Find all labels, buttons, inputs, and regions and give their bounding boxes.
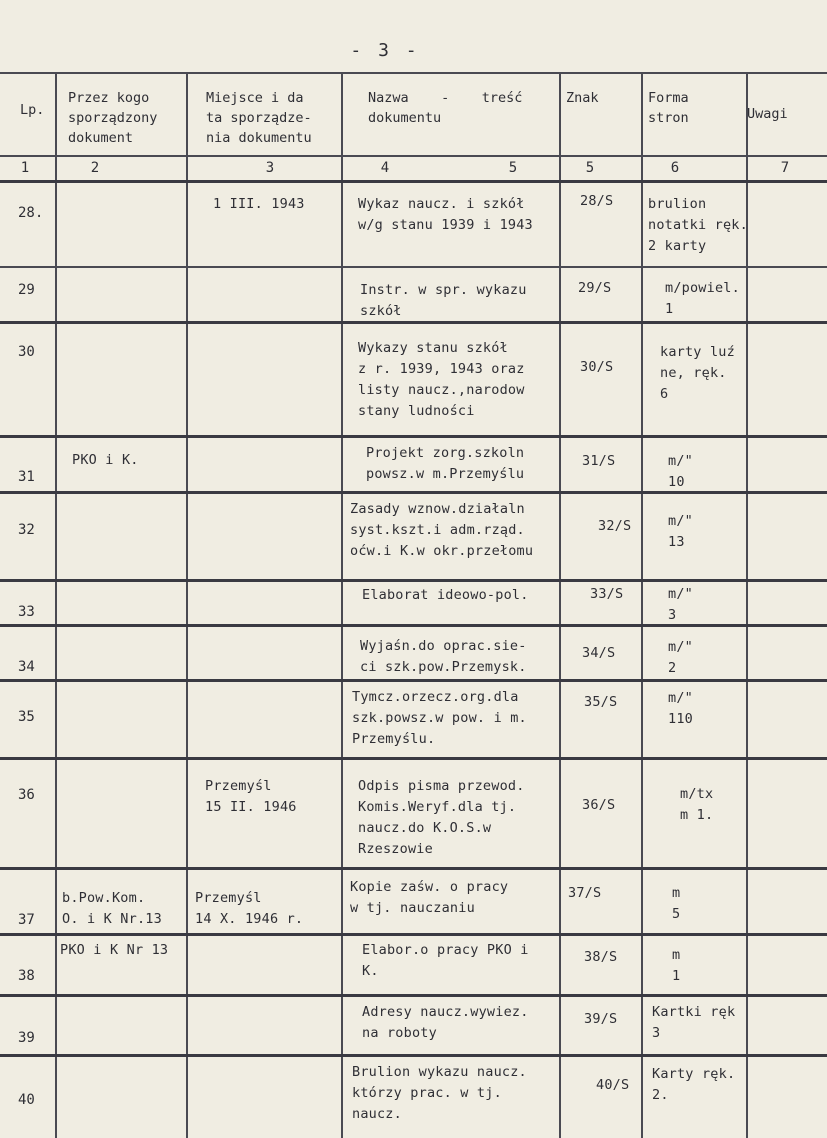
row-rule: [0, 757, 827, 760]
row-title: Projekt zorg.szkoln powsz.w m.Przemyślu: [366, 445, 525, 482]
column-number: 5: [585, 160, 595, 176]
header-notes: Uwagi: [747, 106, 788, 122]
column-number: 4: [380, 160, 390, 176]
row-lp: 37: [18, 912, 35, 928]
row-sign: 33/S: [590, 586, 624, 602]
row-title: Instr. w spr. wykazu szkół: [360, 282, 527, 319]
row-rule: [0, 266, 827, 268]
column-number: 2: [90, 160, 100, 176]
row-sign: 39/S: [584, 1011, 618, 1027]
row-lp: 35: [18, 709, 35, 725]
row-lp: 34: [18, 659, 35, 675]
row-form: m/" 2: [668, 639, 693, 676]
row-sign: 40/S: [596, 1077, 630, 1093]
row-form: m 5: [672, 885, 681, 922]
row-rule: [0, 624, 827, 627]
row-lp: 33: [18, 604, 35, 620]
header-sign: Znak: [566, 90, 599, 106]
row-form: m 1: [672, 947, 681, 984]
row-sign: 34/S: [582, 645, 616, 661]
column-rule: [559, 72, 561, 1138]
row-title: Wykaz naucz. i szkół w/g stanu 1939 i 1943: [358, 196, 533, 233]
column-number: 1: [20, 160, 30, 176]
row-rule: [0, 933, 827, 936]
row-form: m/" 3: [668, 586, 693, 623]
row-rule: [0, 180, 827, 183]
row-form: Kartki ręk 3: [652, 1004, 736, 1041]
page-number: - 3 -: [350, 40, 420, 61]
row-lp: 32: [18, 522, 35, 538]
row-rule: [0, 867, 827, 870]
header-lp: Lp.: [20, 102, 45, 118]
row-place-date: Przemyśl 15 II. 1946: [205, 778, 297, 815]
row-sign: 38/S: [584, 949, 618, 965]
row-rule: [0, 579, 827, 582]
row-lp: 36: [18, 787, 35, 803]
row-form: Karty ręk. 2.: [652, 1066, 736, 1103]
column-number: 7: [780, 160, 790, 176]
row-sign: 37/S: [568, 885, 602, 901]
row-sign: 29/S: [578, 280, 612, 296]
row-title: Elaborat ideowo-pol.: [362, 587, 529, 603]
row-rule: [0, 1054, 827, 1057]
row-title: Kopie zaśw. o pracy w tj. nauczaniu: [350, 879, 509, 916]
row-form: m/tx m 1.: [680, 786, 714, 823]
row-author: PKO i K.: [72, 452, 139, 468]
row-lp: 31: [18, 469, 35, 485]
header-place-date: Miejsce i da ta sporządze- nia dokumentu: [206, 90, 312, 146]
row-rule: [0, 72, 827, 74]
column-rule: [641, 72, 643, 1138]
header-form: Forma stron: [648, 90, 689, 126]
row-rule: [0, 679, 827, 682]
row-author: PKO i K Nr 13: [60, 942, 169, 958]
row-form: brulion notatki ręk. 2 karty: [648, 196, 748, 254]
column-number: 3: [265, 160, 275, 176]
header-title: Nazwa - treść dokumentu: [368, 90, 523, 126]
header-author: Przez kogo sporządzony dokument: [68, 90, 158, 146]
row-title: Brulion wykazu naucz. którzy prac. w tj. naucz.: [352, 1064, 527, 1122]
column-rule: [341, 72, 343, 1138]
column-rule: [186, 72, 188, 1138]
row-sign: 32/S: [598, 518, 632, 534]
row-lp: 29: [18, 282, 35, 298]
row-lp: 38: [18, 968, 35, 984]
row-rule: [0, 155, 827, 157]
row-lp: 39: [18, 1030, 35, 1046]
row-title: Adresy naucz.wywiez. na roboty: [362, 1004, 529, 1041]
row-sign: 30/S: [580, 359, 614, 375]
row-title: Odpis pisma przewod. Komis.Weryf.dla tj. naucz.do K.O.S.w Rzeszowie: [358, 778, 525, 857]
column-number-extra: 5: [508, 160, 518, 176]
row-form: karty luź ne, ręk. 6: [660, 344, 735, 402]
row-form: m/" 13: [668, 513, 693, 550]
column-rule: [55, 72, 57, 1138]
row-sign: 28/S: [580, 193, 614, 209]
row-author: b.Pow.Kom. O. i K Nr.13: [62, 890, 162, 927]
row-sign: 35/S: [584, 694, 618, 710]
row-title: Wyjaśn.do oprac.sie- ci szk.pow.Przemysk.: [360, 638, 527, 675]
row-title: Elabor.o pracy PKO i K.: [362, 942, 529, 979]
row-form: m/" 110: [668, 690, 693, 727]
column-number: 6: [670, 160, 680, 176]
row-lp: 40: [18, 1092, 35, 1108]
row-lp: 28.: [18, 205, 44, 221]
row-sign: 36/S: [582, 797, 616, 813]
row-rule: [0, 435, 827, 438]
row-place-date: Przemyśl 14 X. 1946 r.: [195, 890, 304, 927]
row-form: m/powiel. 1: [665, 280, 740, 317]
row-lp: 30: [18, 344, 35, 360]
row-sign: 31/S: [582, 453, 616, 469]
row-title: Zasady wznow.działaln syst.kszt.i adm.rząd. oćw.i K.w okr.przełomu: [350, 501, 534, 559]
row-rule: [0, 491, 827, 494]
row-title: Wykazy stanu szkół z r. 1939, 1943 oraz listy naucz.,narodow stany ludności: [358, 340, 525, 419]
row-rule: [0, 994, 827, 997]
row-title: Tymcz.orzecz.org.dla szk.powsz.w pow. i m. Przemyślu.: [352, 689, 527, 747]
row-form: m/" 10: [668, 453, 693, 490]
row-place-date: 1 III. 1943: [213, 196, 305, 212]
